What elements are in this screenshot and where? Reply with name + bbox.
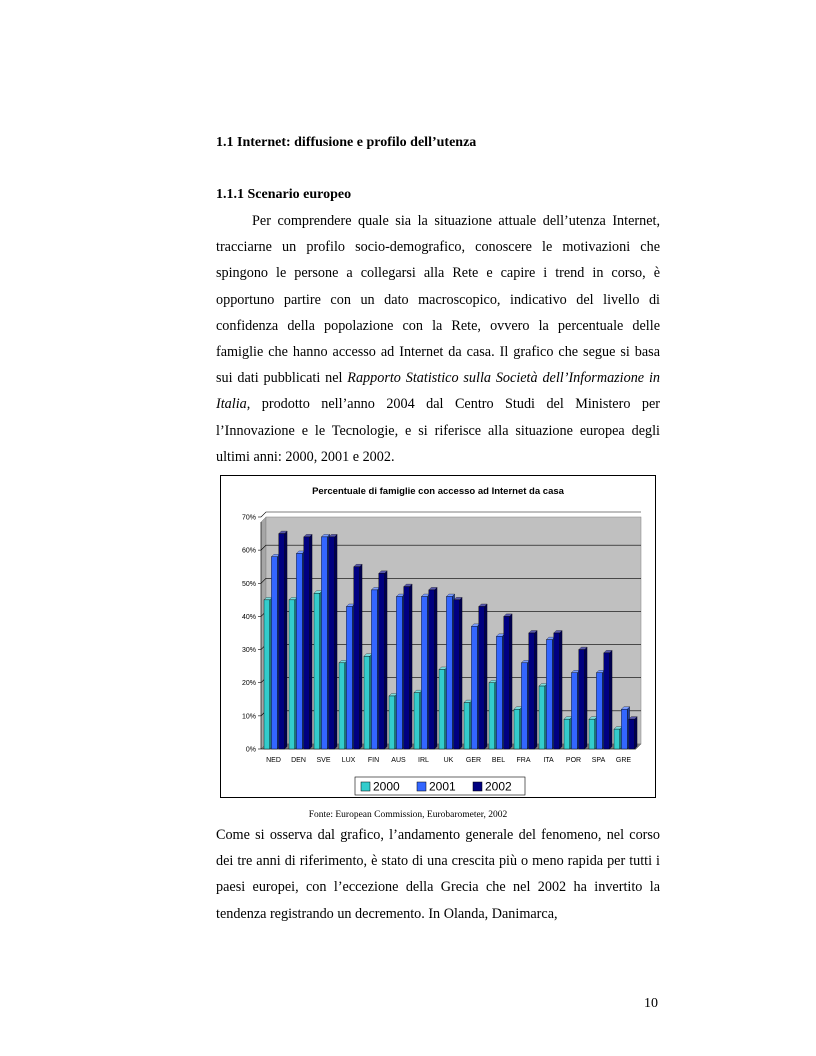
bar-2000-DEN	[289, 600, 295, 749]
intro-text-start: Per comprendere quale sia la situazione attuale dell’utenza Internet, tracciarne un profilo socio-demografico, conoscere le motivazioni che spingono le persone a collegarsi alla Rete e capire i trend in corso, è opportuno partire con un dato macroscopico, indicativo del livello di confidenza della popolazione con la Rete, ovvero la percentuale delle famiglie che hanno accesso ad Internet da casa. Il grafico che segue si basa sui dati pubblicati nel	[216, 213, 660, 387]
report-title: Rapporto Statistico sulla Società dell’Informazione in Italia	[216, 370, 660, 413]
bar-side	[560, 631, 563, 750]
bar-2002-AUS	[404, 587, 410, 749]
bar-2002-NED	[279, 534, 285, 749]
bar-2000-BEL	[489, 683, 495, 749]
bar-2001-POR	[571, 673, 577, 749]
legend-swatch-2000	[361, 782, 370, 791]
legend-label-2000: 2000	[373, 779, 400, 794]
bar-2002-POR	[579, 650, 585, 749]
bar-2002-FRA	[529, 633, 535, 749]
bar-2001-FIN	[371, 590, 377, 749]
gridline	[261, 512, 641, 517]
bar-2000-FRA	[514, 709, 520, 749]
bar-2002-BEL	[504, 616, 510, 749]
bar-2001-AUS	[396, 597, 402, 749]
x-tick-label: AUS	[391, 757, 406, 764]
y-tick-label: 20%	[241, 680, 256, 688]
x-tick-label: SVE	[316, 757, 331, 764]
subsection-heading: 1.1.1 Scenario europeo	[216, 187, 352, 202]
bar-2000-POR	[564, 719, 570, 749]
bar-side	[435, 587, 438, 749]
chart-title: Percentuale di famiglie con accesso ad Internet da casa	[312, 486, 564, 497]
bar-2001-DEN	[296, 553, 302, 749]
x-tick-label: POR	[565, 757, 582, 764]
legend-swatch-2002	[473, 782, 482, 791]
bar-2002-IRL	[429, 590, 435, 749]
figure-caption: Fonte: European Commission, Eurobarometer, 2002	[308, 810, 508, 820]
y-tick-label: 50%	[241, 580, 256, 588]
bar-side	[510, 614, 512, 749]
x-tick-label: GER	[465, 757, 482, 764]
bar-side	[285, 531, 288, 749]
page-number: 10	[644, 996, 658, 1011]
bar-side	[585, 647, 588, 749]
bar-2001-LUX	[346, 606, 352, 749]
x-tick-label: FRA	[516, 757, 531, 764]
x-tick-label: NED	[266, 757, 281, 764]
x-tick-label: IRL	[418, 757, 429, 764]
bar-2001-NED	[271, 557, 277, 749]
bar-2000-SVE	[314, 593, 320, 749]
x-tick-label: SPA	[591, 757, 606, 764]
section-heading: 1.1 Internet: diffusione e profilo dell’utenza	[216, 135, 477, 150]
bar-side	[410, 584, 413, 749]
legend-label-2001: 2001	[429, 779, 456, 794]
bar-side	[335, 534, 338, 749]
bar-side	[310, 534, 313, 749]
y-tick-label: 70%	[241, 514, 256, 522]
bar-2001-GRE	[621, 709, 627, 749]
bar-2000-GRE	[614, 729, 620, 749]
bar-side	[535, 631, 538, 750]
bar-2000-IRL	[414, 693, 420, 749]
bar-2002-GER	[479, 606, 485, 749]
bar-2002-FIN	[379, 573, 385, 749]
bar-side	[460, 597, 463, 749]
bar-2002-LUX	[354, 567, 360, 749]
bar-side	[485, 604, 488, 749]
legend-label-2002: 2002	[485, 779, 512, 794]
y-tick-label: 30%	[241, 647, 256, 655]
y-tick-label: 40%	[241, 613, 256, 621]
y-tick-label: 60%	[241, 547, 256, 555]
bar-side	[635, 717, 638, 749]
bar-2001-UK	[446, 597, 452, 749]
bar-2000-AUS	[389, 696, 395, 749]
x-tick-label: ITA	[543, 757, 554, 764]
legend-swatch-2001	[417, 782, 426, 791]
bar-2001-IRL	[421, 597, 427, 749]
y-tick-label: 0%	[245, 746, 256, 754]
x-tick-label: DEN	[291, 757, 306, 764]
bar-2000-GER	[464, 703, 470, 749]
bar-2001-GER	[471, 626, 477, 749]
bar-2002-SPA	[604, 653, 610, 749]
bar-2000-SPA	[589, 719, 595, 749]
bar-2000-UK	[439, 669, 445, 749]
y-tick-label: 10%	[241, 713, 256, 721]
chart-frame	[220, 475, 656, 798]
bar-2000-LUX	[339, 663, 345, 749]
x-tick-label: LUX	[341, 757, 356, 764]
bar-2002-DEN	[304, 537, 310, 749]
x-tick-label: BEL	[491, 757, 506, 764]
bar-side	[385, 571, 388, 749]
bar-2000-NED	[264, 600, 270, 749]
bar-2002-GRE	[629, 719, 635, 749]
x-tick-label: UK	[443, 757, 454, 764]
bar-2001-BEL	[496, 636, 502, 749]
bar-side	[360, 564, 363, 749]
bar-2001-SVE	[321, 537, 327, 749]
intro-text-end: , prodotto nell’anno 2004 dal Centro Studi del Ministero per l’Innovazione e le Tecnologie, e si riferisce alla situazione europea degli ultimi anni: 2000, 2001 e 2002.	[216, 396, 660, 465]
x-tick-label: GRE	[615, 757, 632, 764]
bar-2001-SPA	[596, 673, 602, 749]
bar-2002-UK	[454, 600, 460, 749]
intro-paragraph	[216, 208, 660, 470]
bar-chart	[221, 476, 655, 797]
bar-2002-SVE	[329, 537, 335, 749]
bar-2000-FIN	[364, 656, 370, 749]
bar-2000-ITA	[539, 686, 545, 749]
bar-side	[610, 650, 613, 749]
analysis-paragraph: Come si osserva dal grafico, l’andamento generale del fenomeno, nel corso dei tre anni di riferimento, è stato di una crescita più o meno rapida per tutti i paesi europei, con l’eccezione della Grecia che nel 2002 ha invertito la tendenza registrando un decremento. In Olanda, Danimarca,	[216, 827, 660, 922]
x-tick-label: FIN	[367, 757, 380, 764]
bar-2002-ITA	[554, 633, 560, 749]
bar-2001-ITA	[546, 640, 552, 749]
bar-2001-FRA	[521, 663, 527, 749]
